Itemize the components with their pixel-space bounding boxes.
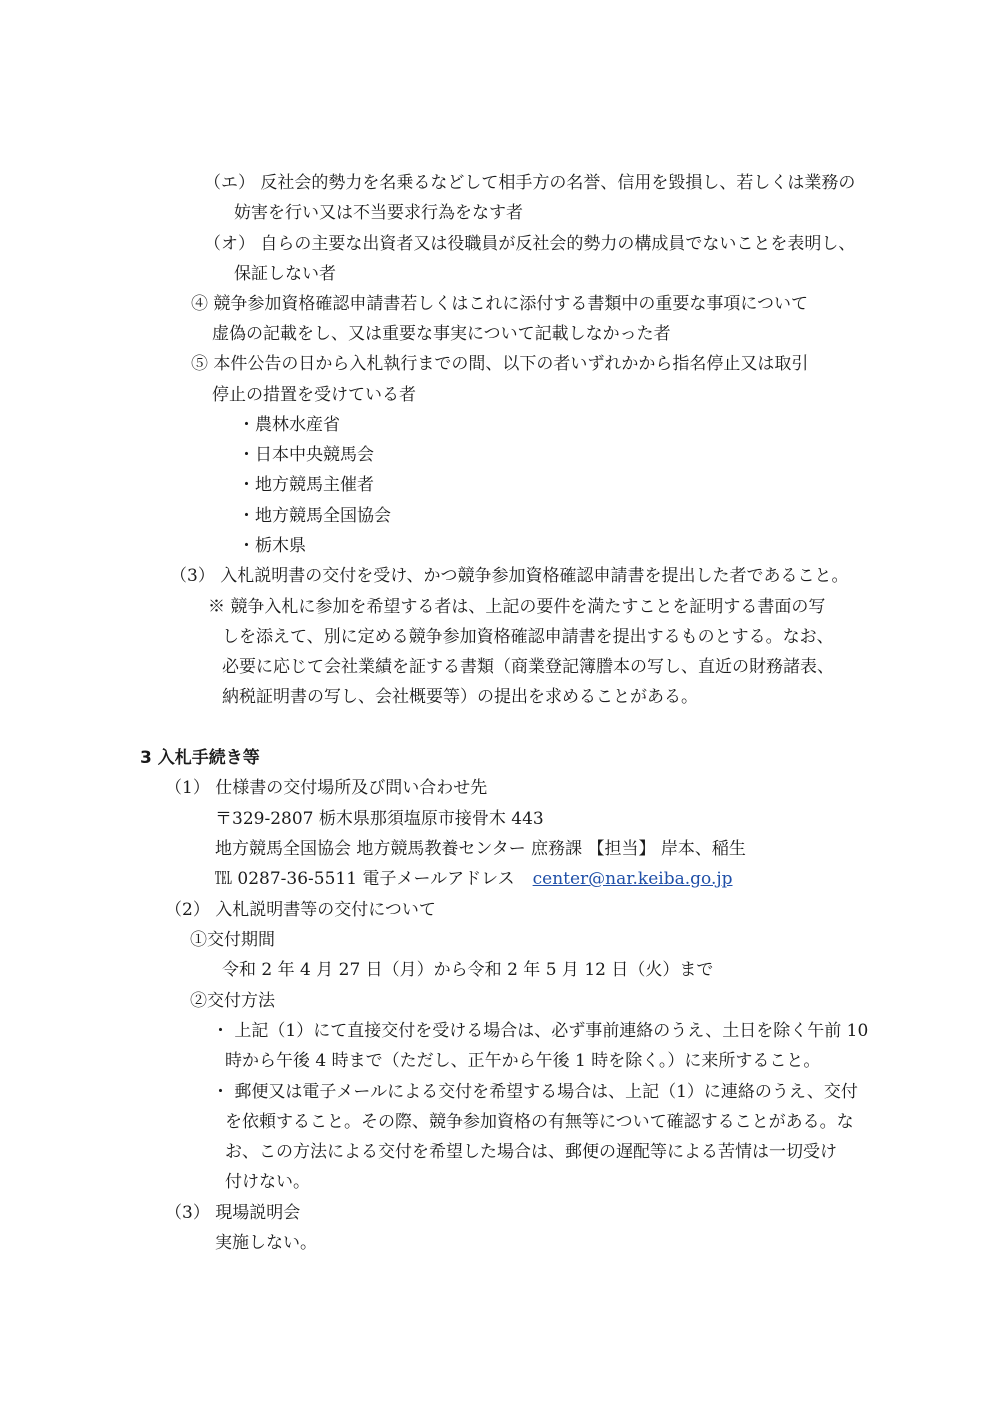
method2-line1: ・ 郵便又は電子メールによる交付を希望する場合は、上記（1）に連絡のうえ、交付	[212, 1082, 858, 1102]
period-title: ①交付期間	[190, 930, 275, 950]
req-4-line1: ④ 競争参加資格確認申請書若しくはこれに添付する書類中の重要な事項について	[191, 294, 809, 314]
s3-body: 実施しない。	[215, 1233, 317, 1253]
note-line2: しを添えて、別に定める競争参加資格確認申請書を提出するものとする。なお、	[222, 627, 834, 647]
org-list-item: ・地方競馬主催者	[238, 475, 374, 495]
contact-tel-line	[215, 868, 733, 890]
req-o-line1: （オ） 自らの主要な出資者又は役職員が反社会的勢力の構成員でないことを表明し、	[204, 234, 856, 254]
note-line1: ※ 競争入札に参加を希望する者は、上記の要件を満たすことを証明する書面の写	[208, 597, 826, 617]
org-list-item: ・農林水産省	[238, 415, 340, 435]
period-text: 令和 2 年 4 月 27 日（月）から令和 2 年 5 月 12 日（火）まで	[222, 960, 714, 980]
req-5-line1: ⑤ 本件公告の日から入札執行までの間、以下の者いずれかから指名停止又は取引	[191, 354, 809, 374]
method1-line2: 時から午後 4 時まで（ただし、正午から午後 1 時を除く。）に来所すること。	[225, 1051, 821, 1071]
address: 〒329-2807 栃木県那須塩原市接骨木 443	[215, 809, 544, 829]
tel-text: ℡ 0287-36-5511 電子メールアドレス	[215, 869, 515, 889]
req-3: （3） 入札説明書の交付を受け、かつ競争参加資格確認申請書を提出した者であること。	[170, 566, 849, 586]
email-link[interactable]: center@nar.keiba.go.jp	[532, 869, 733, 889]
s2-title: （2） 入札説明書等の交付について	[165, 900, 436, 920]
method2-line2: を依頼すること。その際、競争参加資格の有無等について確認することがある。な	[225, 1112, 854, 1132]
note-line3: 必要に応じて会社業績を証する書類（商業登記簿謄本の写し、直近の財務諸表、	[222, 657, 834, 677]
req-e-line2: 妨害を行い又は不当要求行為をなす者	[234, 203, 523, 223]
s1-title: （1） 仕様書の交付場所及び問い合わせ先	[165, 778, 488, 798]
contact-org: 地方競馬全国協会 地方競馬教養センター 庶務課 【担当】 岸本、稲生	[215, 839, 746, 859]
req-e-line1: （エ） 反社会的勢力を名乗るなどして相手方の名誉、信用を毀損し、若しくは業務の	[204, 173, 856, 193]
method2-line4: 付けない。	[225, 1172, 310, 1192]
s3-title: （3） 現場説明会	[165, 1203, 301, 1223]
org-list-item: ・日本中央競馬会	[238, 445, 374, 465]
org-list-item: ・地方競馬全国協会	[238, 506, 391, 526]
req-4-line2: 虚偽の記載をし、又は重要な事実について記載しなかった者	[212, 324, 671, 344]
req-o-line2: 保証しない者	[234, 264, 336, 284]
method-title: ②交付方法	[190, 991, 275, 1011]
method2-line3: お、この方法による交付を希望した場合は、郵便の遅配等による苦情は一切受け	[225, 1142, 837, 1162]
method1-line1: ・ 上記（1）にて直接交付を受ける場合は、必ず事前連絡のうえ、土日を除く午前 10	[212, 1021, 869, 1041]
req-5-line2: 停止の措置を受けている者	[212, 385, 416, 405]
note-line4: 納税証明書の写し、会社概要等）の提出を求めることがある。	[222, 687, 698, 707]
section-heading: 3 入札手続き等	[140, 748, 260, 768]
org-list-item: ・栃木県	[238, 536, 306, 556]
